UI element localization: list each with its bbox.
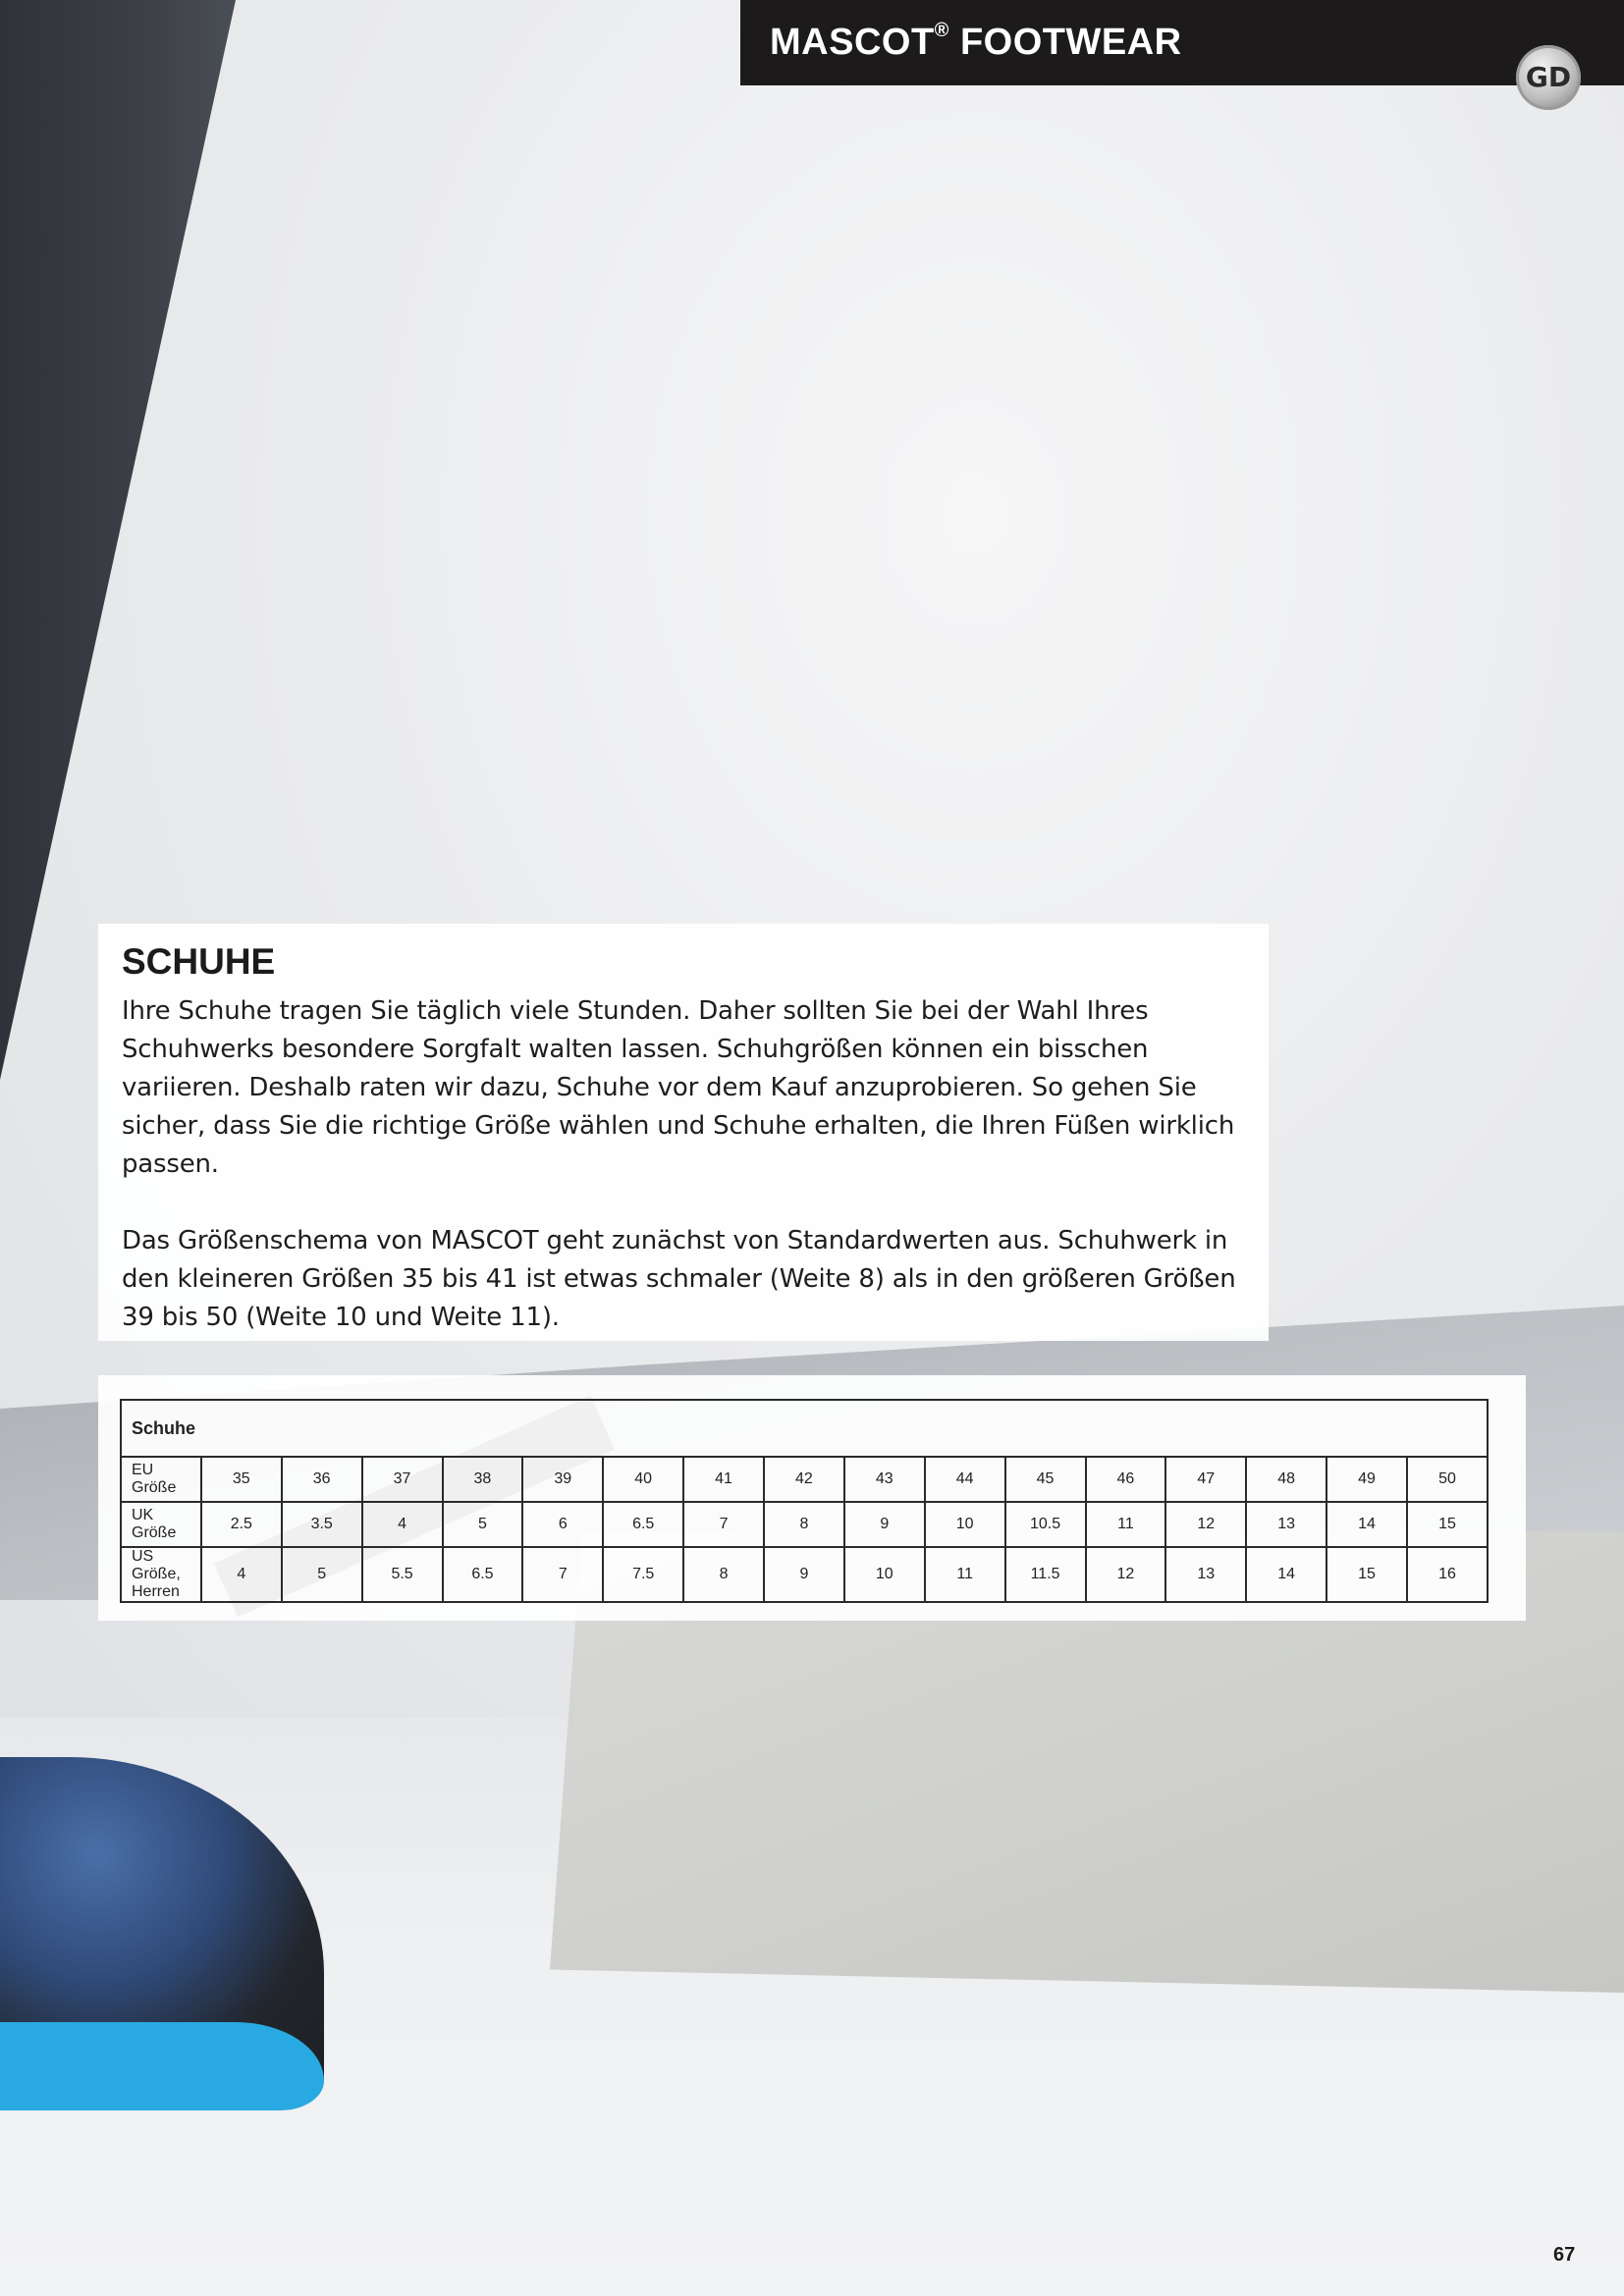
size-cell: 8 [764,1502,844,1547]
size-cell: 9 [764,1547,844,1602]
row-label: US Größe, Herren [121,1547,201,1602]
logo-lettering: GD [1525,61,1572,93]
header-bar [740,0,1624,85]
size-cell: 11 [1086,1502,1166,1547]
intro-body [122,992,1251,1375]
size-cell: 15 [1407,1502,1488,1547]
gd-logo-icon [1516,45,1581,110]
section-title [770,22,1182,64]
size-cell: 7 [522,1547,603,1602]
size-cell: 43 [844,1457,925,1502]
size-cell: 5 [282,1547,362,1602]
size-table-panel [98,1375,1526,1621]
size-cell: 5 [443,1502,523,1547]
size-cell: 46 [1086,1457,1166,1502]
section-name: FOOTWEAR [959,22,1182,63]
size-cell: 41 [683,1457,764,1502]
size-cell: 42 [764,1457,844,1502]
size-cell: 11.5 [1005,1547,1086,1602]
size-cell: 6.5 [603,1502,683,1547]
size-cell: 40 [603,1457,683,1502]
row-label: UK Größe [121,1502,201,1547]
registered-mark: ® [934,20,949,42]
size-cell: 10.5 [1005,1502,1086,1547]
size-cell: 4 [201,1547,282,1602]
page-number: 67 [1553,2244,1576,2266]
size-cell: 11 [925,1547,1005,1602]
intro-paragraph-2: Das Größenschema von MASCOT geht zunächst von Standardwerten aus. Schuhwerk in den kleineren Größen 35 bis 41 ist etwas schmaler (Weite 8) als in den größeren Größen 39 bis 50 (Weite 10 und Weite 11). [122,1226,1236,1332]
brand-name: MASCOT [770,22,935,63]
size-cell: 8 [683,1547,764,1602]
size-cell: 35 [201,1457,282,1502]
size-cell: 12 [1086,1547,1166,1602]
size-cell: 47 [1165,1457,1246,1502]
size-cell: 15 [1326,1547,1407,1602]
size-cell: 2.5 [201,1502,282,1547]
size-cell: 3.5 [282,1502,362,1547]
size-cell: 10 [844,1547,925,1602]
size-cell: 48 [1246,1457,1326,1502]
size-cell: 13 [1246,1502,1326,1547]
size-table [120,1399,1489,1603]
size-cell: 6 [522,1502,603,1547]
size-cell: 13 [1165,1547,1246,1602]
table-caption-row [121,1400,1488,1457]
table-caption: Schuhe [121,1400,1488,1457]
size-cell: 44 [925,1457,1005,1502]
size-cell: 45 [1005,1457,1086,1502]
size-cell: 14 [1246,1547,1326,1602]
size-cell: 39 [522,1457,603,1502]
table-row [121,1502,1488,1547]
intro-heading: SCHUHE [122,941,276,982]
table-row [121,1457,1488,1502]
size-cell: 12 [1165,1502,1246,1547]
size-cell: 16 [1407,1547,1488,1602]
photo-shoe-sole [0,2022,324,2110]
size-cell: 14 [1326,1502,1407,1547]
size-cell: 38 [443,1457,523,1502]
intro-paragraph-1: Ihre Schuhe tragen Sie täglich viele Stunden. Daher sollten Sie bei der Wahl Ihres Schuhwerks besondere Sorgfalt walten lassen. Schuhgrößen können ein bisschen variieren. Deshalb raten wir dazu, Schuhe vor dem Kauf anzuprobieren. So gehen Sie sicher, dass Sie die richtige Größe wählen und Schuhe erhalten, die Ihren Füßen wirklich passen. [122,996,1235,1179]
size-cell: 7 [683,1502,764,1547]
size-cell: 49 [1326,1457,1407,1502]
size-cell: 6.5 [443,1547,523,1602]
size-cell: 37 [362,1457,443,1502]
size-cell: 7.5 [603,1547,683,1602]
size-cell: 10 [925,1502,1005,1547]
size-cell: 4 [362,1502,443,1547]
table-row [121,1547,1488,1602]
row-label: EU Größe [121,1457,201,1502]
size-cell: 5.5 [362,1547,443,1602]
intro-panel [98,924,1269,1341]
size-cell: 50 [1407,1457,1488,1502]
size-cell: 9 [844,1502,925,1547]
size-cell: 36 [282,1457,362,1502]
